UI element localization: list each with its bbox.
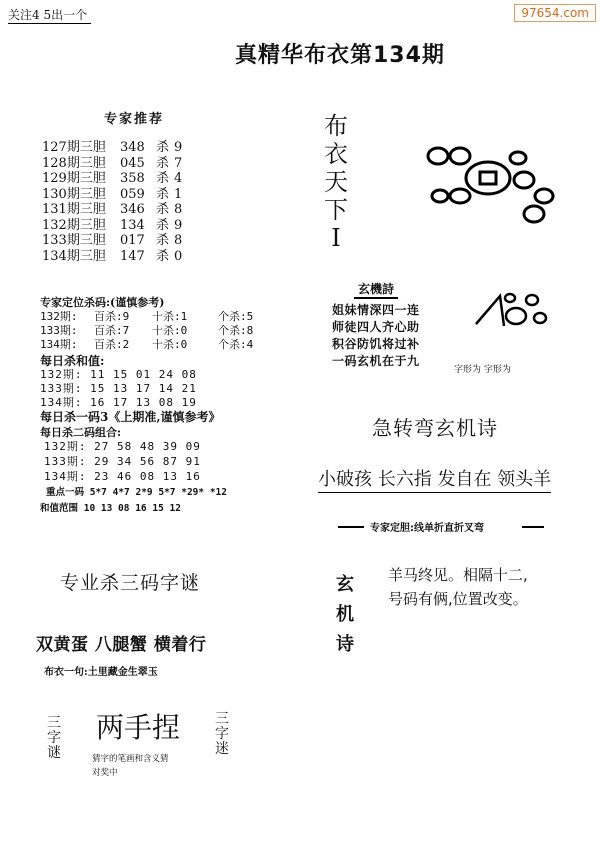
follow-note: 关注4 5出一个: [8, 6, 91, 24]
riddle-title: 专业杀三码字谜: [60, 572, 201, 594]
expert-dan-line: 专家定胆:线单折直折叉弯: [370, 523, 484, 534]
sum-range: 和值范围 10 13 08 16 15 12: [40, 503, 181, 514]
shape-doodle-icon: [470, 288, 550, 334]
locate-row-b: 十杀:0: [152, 338, 188, 351]
locate-row-period: 134期:: [40, 338, 78, 351]
xuanji-poem-title: 玄機詩: [354, 280, 398, 299]
expert-row-nums: 017: [120, 233, 145, 248]
expert-row-k: 8: [174, 233, 183, 248]
expert-row-period: 127期三胆: [42, 140, 106, 155]
expert-row-k: 7: [174, 155, 183, 171]
kill-two-row: 132期: 27 58 48 39 09: [44, 440, 201, 453]
daily-kill-one: 每日杀一码3《上期准,谨慎参考》: [40, 410, 221, 424]
xuanji-line: 积谷防饥将过补: [332, 337, 420, 351]
site-watermark: 97654.com: [514, 4, 596, 22]
locate-row-b: 十杀:0: [152, 324, 188, 337]
coin-doodle-icon: [420, 136, 560, 236]
expert-row-nums: 059: [120, 186, 145, 202]
expert-row-kill: 杀: [156, 140, 170, 155]
xuanji-vertical-title: 玄机诗: [336, 574, 354, 655]
expert-row: [42, 245, 182, 264]
expert-row-period: 128期三胆: [42, 155, 106, 171]
locate-row-b: 十杀:1: [152, 310, 188, 323]
buyi-vertical-title: 布衣天下I: [324, 112, 348, 252]
locate-row: [40, 336, 253, 352]
xuanji-line: 姐妹情深四一连: [332, 303, 420, 317]
expert-row-period: 132期三胆: [42, 217, 106, 233]
expert-row-k: 4: [174, 171, 183, 186]
expert-row-period: 134期三胆: [42, 248, 106, 264]
shape-label: 字形为 字形为: [454, 365, 511, 375]
expert-row-kill: 杀: [156, 171, 170, 186]
kill-sum-row: 134期: 16 17 13 08 19: [40, 396, 197, 409]
expert-row-period: 129期三胆: [42, 171, 106, 186]
kill-sum-row: 132期: 11 15 01 24 08: [40, 368, 197, 381]
riddle-big-word: 两手捏: [96, 711, 181, 744]
locate-row-a: 百杀:2: [94, 338, 130, 351]
left-vertical-label: 三字谜: [47, 715, 61, 761]
locate-row-period: 132期:: [40, 310, 78, 323]
expert-recommend-title: 专家推荐: [104, 112, 165, 127]
riddle-hint-2: 对奖中: [92, 768, 118, 778]
xuanji-line: 一码玄机在于九: [332, 354, 420, 368]
xuanji-line: 师徒四人齐心助: [332, 320, 420, 334]
locate-row-period: 133期:: [40, 324, 78, 337]
riddle-text: 双黄蛋 八腿蟹 横着行: [36, 635, 207, 655]
kill-two-row: 133期: 29 34 56 87 91: [44, 455, 201, 468]
brain-teaser-text: 小破孩 长六指 发自在 领头羊: [318, 465, 551, 493]
locate-kill-title: 专家定位杀码:(谨慎参考): [40, 296, 165, 309]
locate-row-c: 个杀:8: [218, 324, 254, 337]
locate-row-a: 百杀:7: [94, 324, 130, 337]
locate-row-c: 个杀:5: [218, 310, 254, 323]
expert-row-k: 1: [174, 186, 183, 202]
expert-row-kill: 杀: [156, 248, 170, 264]
kill-sum-title: 每日杀和值:: [40, 354, 105, 368]
expert-row-nums: 346: [120, 202, 145, 217]
daily-kill-two-title: 每日杀二码组合:: [40, 426, 122, 439]
expert-row-period: 130期三胆: [42, 186, 106, 202]
divider: [522, 526, 544, 528]
expert-row-k: 9: [174, 140, 183, 155]
expert-row-nums: 348: [120, 140, 145, 155]
expert-row-k: 0: [174, 248, 183, 264]
locate-row-c: 个杀:4: [218, 338, 254, 351]
expert-row-nums: 134: [120, 217, 145, 233]
divider: [338, 526, 364, 528]
expert-row-nums: 358: [120, 171, 145, 186]
locate-row-a: 百杀:9: [94, 310, 130, 323]
brain-teaser-title: 急转弯玄机诗: [372, 416, 498, 440]
right-vertical-label: 三字迷: [215, 711, 229, 757]
expert-row-k: 9: [174, 217, 183, 233]
riddle-hint-1: 猜字的笔画和含义猜: [92, 754, 169, 764]
expert-row-kill: 杀: [156, 202, 170, 217]
expert-row-kill: 杀: [156, 186, 170, 202]
expert-row-kill: 杀: [156, 217, 170, 233]
expert-row-kill: 杀: [156, 233, 170, 248]
kill-sum-row: 133期: 15 13 17 14 21: [40, 382, 197, 395]
poem-line-1: 羊马终见。相隔十二,: [388, 566, 528, 584]
focus-code: 重点一码 5*7 4*7 2*9 5*7 *29* *12: [46, 487, 227, 498]
expert-row-nums: 147: [120, 248, 145, 264]
buyi-one-line: 布衣一句:土里藏金生翠玉: [44, 667, 158, 678]
expert-row-period: 133期三胆: [42, 233, 106, 248]
page-title: 真精华布衣第134期: [235, 43, 445, 68]
expert-row-nums: 045: [120, 155, 145, 171]
poem-line-2: 号码有俩,位置改变。: [388, 590, 528, 608]
kill-two-row: 134期: 23 46 08 13 16: [44, 470, 201, 483]
expert-row-k: 8: [174, 202, 183, 217]
expert-row-period: 131期三胆: [42, 202, 106, 217]
expert-row-kill: 杀: [156, 155, 170, 171]
